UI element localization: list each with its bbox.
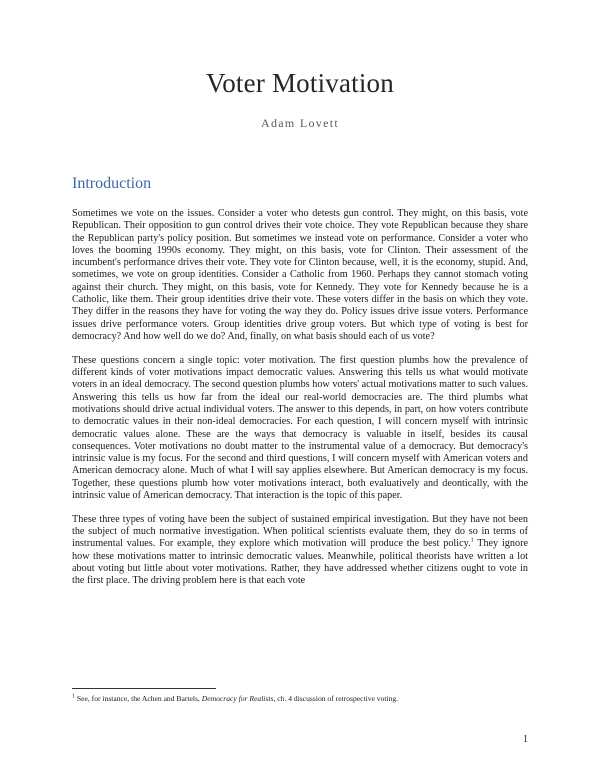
paper-title: Voter Motivation bbox=[206, 68, 394, 98]
footnote bbox=[72, 694, 528, 704]
paragraph-text: They ignore how these motivations matter to intrinsic democratic values. Meanwhile, political theorists have written a lot about voting but little about voter motivations. Rather, they have addressed whether citizens ought to vote in the first place. The driving problem here is that each vote bbox=[72, 538, 528, 587]
paragraph-text: These three types of voting have been the subject of sustained empirical investigation. But they have not been the subject of much normative investigation. When political scientists evaluate them, they do so in terms of instrumental values. For example, they explore which motivation will produce the best policy. bbox=[72, 513, 528, 550]
footnote-number: 1 bbox=[72, 693, 75, 700]
paragraph: Sometimes we vote on the issues. Consider a voter who detests gun control. They might, on this basis, vote Republican. Their opposition to gun control drives their vote choice. They vote Republican because they share the Republican party's policy position. But sometimes we instead vote on performance. Consider a voter who loves the booming 1990s economy. They might, on this basis, vote for Clinton. Their assessment of the incumbent's performance drives their vote. They vote for Clinton because, well, it is the economy, stupid. And, sometimes, we vote on group identities. Consider a Catholic from 1960. Perhaps they cannot stomach voting against their church. They might, on this basis, vote for Kennedy. They vote for Kennedy because he is a Catholic, like them. Their group identities drive their vote. These voters differ in the basis on which they vote. They differ in the reasons they have for voting the way they do. Policy issues drive issue voters. Performance issues drive performance voters. Group identities drive group voters. But which type of voting is best for democracy? And how well do we do? And, finally, on what basis should each of us vote? bbox=[72, 208, 528, 342]
footnote-reference[interactable]: 1 bbox=[470, 538, 474, 545]
footnote-separator bbox=[72, 688, 216, 689]
footnote-text: , ch. 4 discussion of retrospective voting. bbox=[273, 694, 399, 703]
paragraph bbox=[72, 514, 528, 588]
footnote-book-title: Democracy for Realists bbox=[201, 694, 274, 703]
footnote-text: See, for instance, the Achen and Bartels, bbox=[75, 694, 202, 703]
author-name: Adam Lovett bbox=[261, 116, 339, 130]
body-text bbox=[72, 208, 528, 599]
page-number: 1 bbox=[523, 734, 528, 745]
paragraph: These questions concern a single topic: voter motivation. The first question plumbs how the prevalence of different kinds of voter motivations impact democratic values. Answering this tells us what would motivate voters in an ideal democracy. The second question plumbs how voters' actual motivations matter to such values. Answering this tells us how far from the ideal our real-world democracies are. The third plumbs what motivations should drive actual individual voters. The answer to this depends, in part, on how voters contribute to democratic values in their non-ideal democracies. For each question, I will concern myself with intrinsic democratic values alone. These are the ways that democracy is valuable in itself, besides its causal consequences. Voter motivations no doubt matter to the instrumental value of a democracy. But democracy's intrinsic value is my focus. For the second and third questions, I will concern myself with American voters and American democracy alone. Much of what I will say applies elsewhere. But American democracy is my focus. Together, these questions plumb how voter motivations interact, both evaluatively and deontically, with the intrinsic value of American democracy. That interaction is the topic of this paper. bbox=[72, 354, 528, 502]
section-heading: Introduction bbox=[72, 175, 152, 192]
